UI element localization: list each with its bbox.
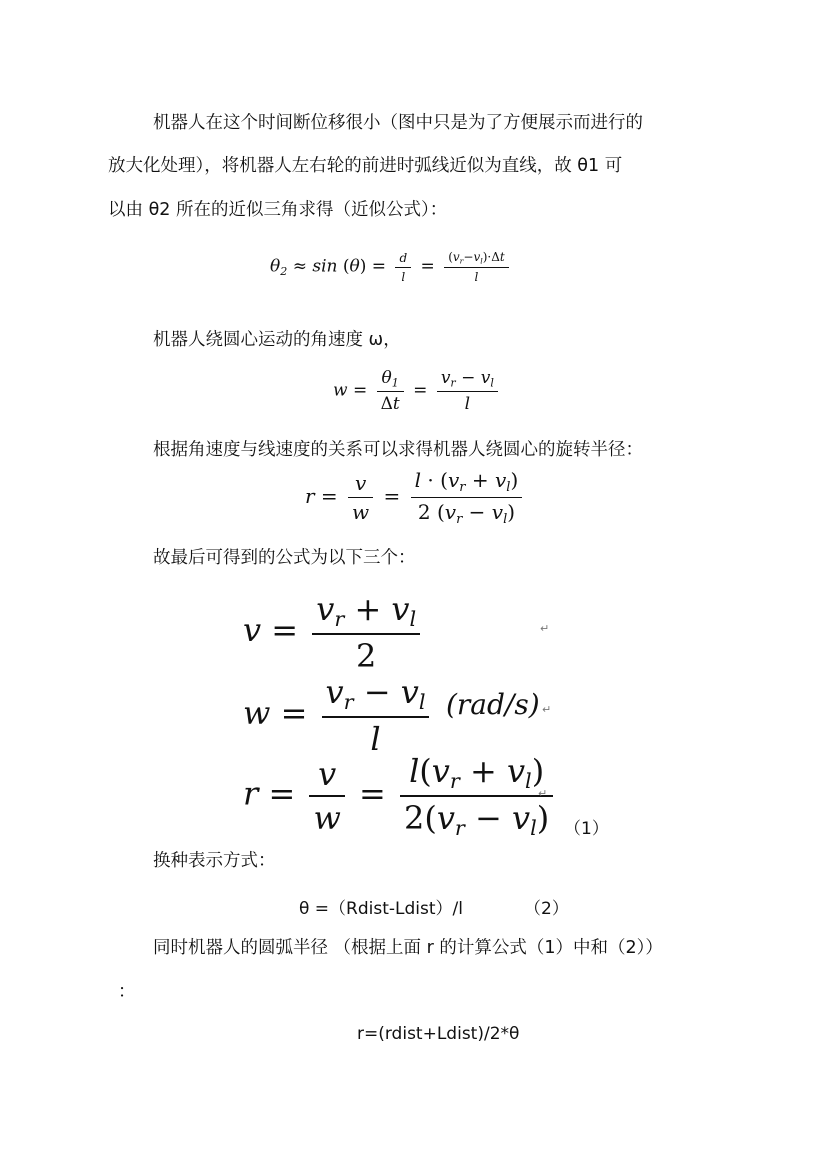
paragraph-1-line-2: 放大化处理），将机器人左右轮的前进时弧线近似为直线，故 θ1 可 <box>108 156 623 176</box>
paragraph-1-line-3: 以由 θ2 所在的近似三角求得（近似公式）： <box>108 200 448 220</box>
equation-w: w = $\frac{v_r - v_l}{l}$ <box>243 673 433 758</box>
paragraph-5: 换种表示方式： <box>153 851 276 871</box>
equation-label-1: （1） <box>564 819 609 839</box>
equation-theta2-approx: $\theta_2 \approx \sin (\theta)$ = $\frac{d}{l}$ = $\frac{(v_r-v_l)\cdot\Delta t}{l}$ <box>270 250 513 284</box>
paragraph-mark-2: ↵ <box>542 703 552 716</box>
paragraph-4: 故最后可得到的公式为以下三个： <box>153 548 416 568</box>
equation-theta-dist: θ =（Rdist-Ldist）/l <box>299 899 463 919</box>
paragraph-mark-3: ↵ <box>538 787 548 800</box>
paragraph-3: 根据角速度与线速度的关系可以求得机器人绕圆心的旋转半径： <box>153 440 643 460</box>
equation-radius: r = $\frac{v}{w}$ = $\frac{l \cdot (v_r + v_l)}{2 (v_r - v_l)}$ <box>305 468 526 527</box>
paragraph-mark-1: ↵ <box>540 622 550 635</box>
paragraph-2: 机器人绕圆心运动的角速度 ω， <box>153 330 401 350</box>
paragraph-6: 同时机器人的圆弧半径 （根据上面 r 的计算公式（1）中和（2）） <box>153 938 663 958</box>
equation-linear-velocity: v = $\frac{v_r + v_l}{2}$ <box>243 590 424 675</box>
equation-angular-velocity: w = $\frac{\theta_1}{\Delta t}$ = $\frac{v_r - v_l}{l}$ <box>333 368 502 414</box>
equation-arc-radius: r=(rdist+Ldist)/2*θ <box>357 1024 520 1044</box>
paragraph-1-line-1: 机器人在这个时间断位移很小（图中只是为了方便展示而进行的 <box>153 113 643 133</box>
equation-w-unit: (rad/s) <box>446 688 540 721</box>
paragraph-6-continuation: ： <box>118 982 136 1002</box>
equation-r-final: r = $\frac{v}{w}$ = $\frac{l(v_r + v_l)}{2(v_r - v_l)}$ <box>243 752 557 840</box>
equation-label-2: （2） <box>524 899 569 919</box>
